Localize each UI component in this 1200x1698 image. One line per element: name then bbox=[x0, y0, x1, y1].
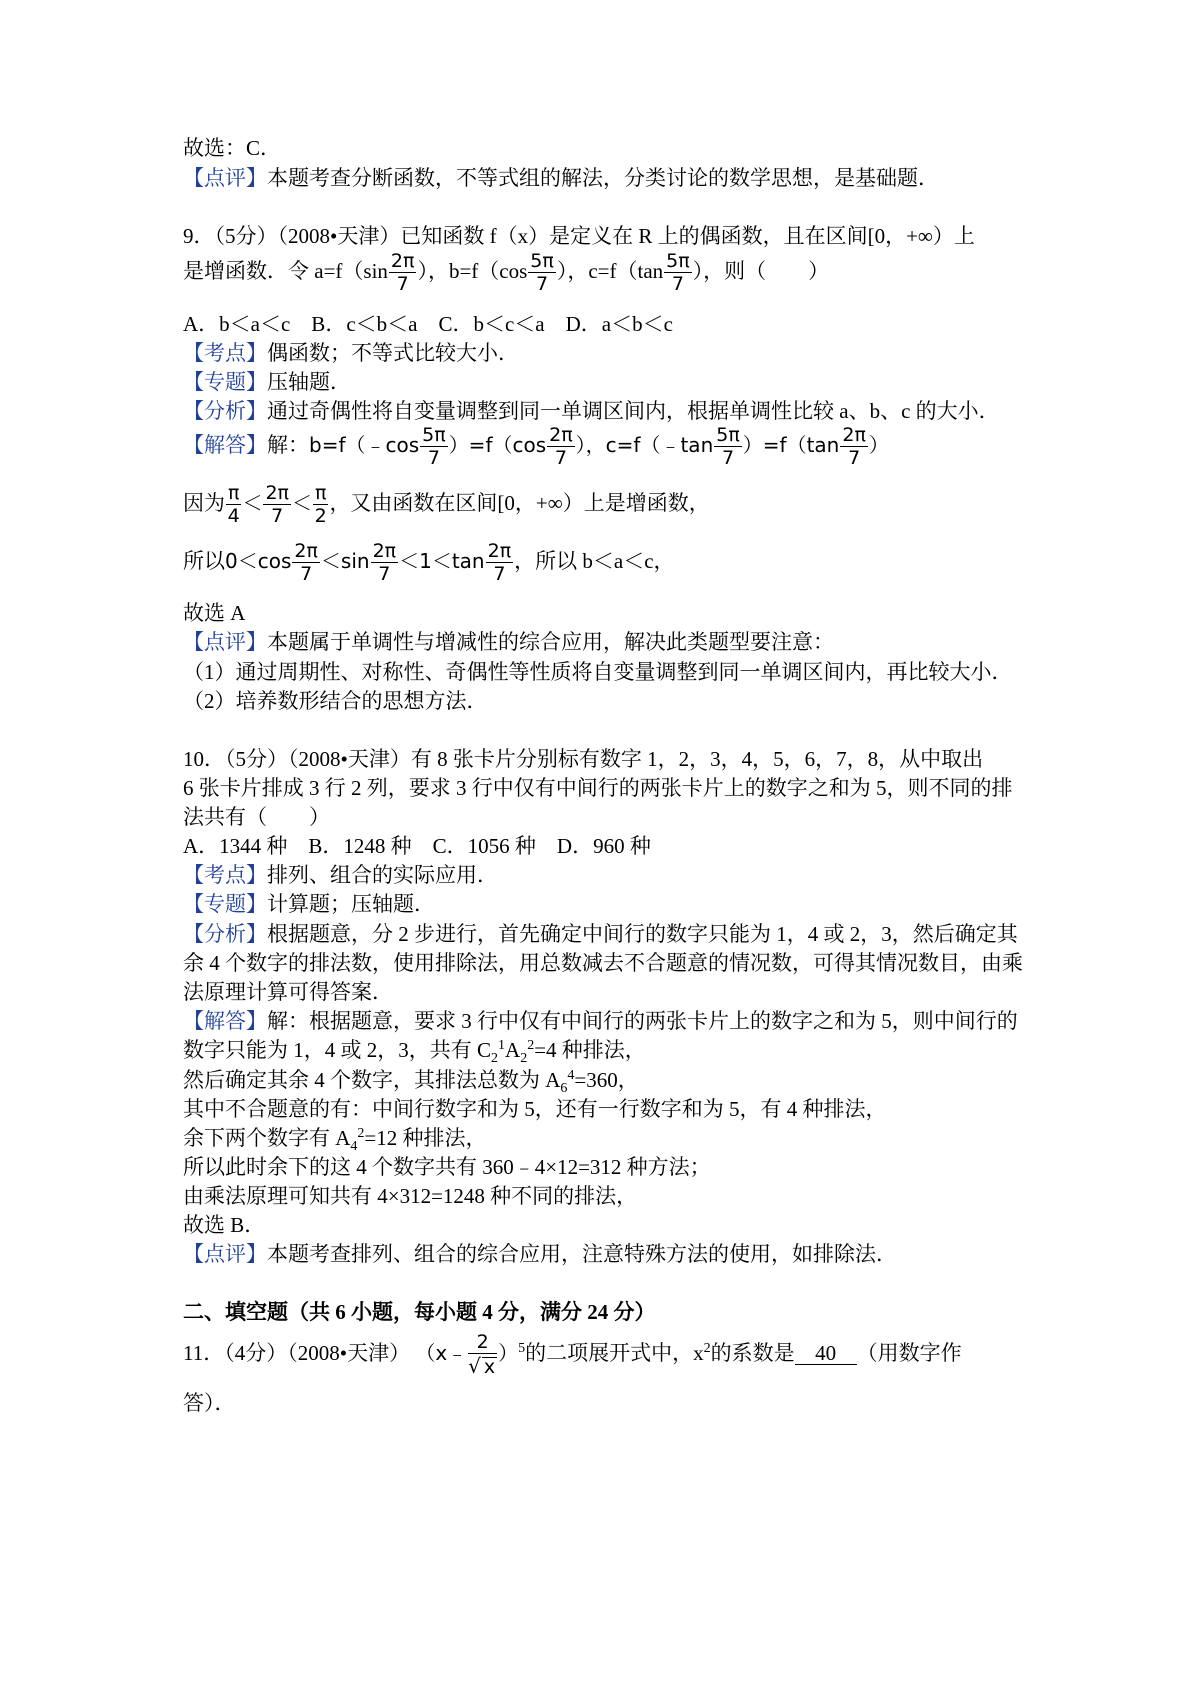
q9-knowledge-point: 【考点】偶函数；不等式比较大小． bbox=[183, 341, 519, 365]
q11-stem-line2: 答）． bbox=[183, 1391, 236, 1415]
q9-conclusion: 故选 A bbox=[183, 601, 246, 625]
review-tag: 【点评】 bbox=[183, 166, 267, 190]
q9-analysis: 【分析】通过奇偶性将自变量调整到同一单调区间内，根据单调性比较 a、b、c 的大小． bbox=[183, 399, 1000, 423]
q10-solution-line7: 由乘法原理可知共有 4×312=1248 种不同的排法， bbox=[183, 1184, 638, 1208]
section-heading: 二、填空题（共 6 小题，每小题 4 分，满分 24 分） bbox=[183, 1300, 656, 1324]
q9-review: 【点评】本题属于单调性与增减性的综合应用，解决此类题型要注意： bbox=[183, 630, 834, 654]
fraction: $\frac{5\pi}{7}$ bbox=[666, 250, 690, 295]
q10-stem-line1: 10．（5分）（2008•天津）有 8 张卡片分别标有数字 1，2，3，4，5，6，7，8，从中取出 bbox=[183, 747, 984, 771]
q9-stem-line2: 是增函数．令 a=f（sin $\frac{2\pi}{7}$ ），b=f（cos $\frac{5\pi}{7}$ ），c=f（tan $\frac{5\pi}{7}$ ），则（ ） bbox=[183, 250, 830, 295]
answer-blank: 40 bbox=[795, 1342, 857, 1365]
q10-options: A．1344 种 B．1248 种 C．1056 种 D．960 种 bbox=[183, 834, 651, 858]
q10-stem-line3: 法共有（ ） bbox=[183, 805, 330, 829]
q10-solution-line4: 其中不合题意的有：中间行数字和为 5，还有一行数字和为 5，有 4 种排法， bbox=[183, 1097, 887, 1121]
q10-analysis-line2: 余 4 个数字的排法数，使用排除法，用总数减去不合题意的情况数，可得其情况数目，由乘 bbox=[183, 951, 1023, 975]
q9-review-point2: （2）培养数形结合的思想方法． bbox=[183, 689, 488, 713]
q9-solution-line2: 因为 $\frac{\pi}{4}$ ＜ $\frac{2\pi}{7}$ ＜ $\frac{\pi}{2}$ ，又由函数在区间[0，+∞）上是增函数， bbox=[183, 482, 710, 527]
q10-solution-line3: 然后确定其余 4 个数字，其排法总数为 $A_6^4=360$， bbox=[183, 1068, 639, 1097]
q10-topic: 【专题】计算题；压轴题． bbox=[183, 892, 435, 916]
q10-solution-line6: 所以此时余下的这 4 个数字共有 360﹣4×12=312 种方法； bbox=[183, 1155, 711, 1179]
q10-knowledge-point: 【考点】排列、组合的实际应用． bbox=[183, 863, 498, 887]
q10-stem-line2: 6 张卡片排成 3 行 2 列，要求 3 行中仅有中间行的两张卡片上的数字之和为 5，则不同的排 bbox=[183, 776, 1013, 800]
q9-topic: 【专题】压轴题． bbox=[183, 370, 351, 394]
fraction: $\frac{2}{√ x}$ bbox=[468, 1331, 496, 1378]
review-line: 【点评】本题考查分断函数，不等式组的解法，分类讨论的数学思想，是基础题． bbox=[183, 166, 939, 190]
q11-stem-line1: 11．（4分）（2008•天津） （x﹣ $\frac{2}{√ x}$ ）$^5$的二项展开式中，$x^2$的系数是 40 （用数字作 bbox=[183, 1331, 962, 1378]
q10-solution-line5: 余下两个数字有 $A_4^2=12$ 种排法， bbox=[183, 1126, 487, 1155]
answer-choice-line: 故选：C． bbox=[183, 136, 282, 160]
q10-analysis-line3: 法原理计算可得答案． bbox=[183, 980, 393, 1004]
q10-conclusion: 故选 B． bbox=[183, 1213, 266, 1237]
fraction: $\frac{5\pi}{7}$ bbox=[530, 250, 554, 295]
q10-solution-line2: 数字只能为 1，4 或 2，3，共有 $C_2^1A_2^2=4$ 种排法， bbox=[183, 1038, 646, 1067]
q9-options: A．b＜a＜c B．c＜b＜a C．b＜c＜a D．a＜b＜c bbox=[183, 312, 673, 336]
q9-solution-line1: 【解答】解：b=f（﹣cos $\frac{5\pi}{7}$ ）=f（cos $\frac{2\pi}{7}$ ），c=f（﹣tan $\frac{5\pi}{7}$ ）=f（tan $\frac{2\pi}{7}$ ） bbox=[183, 424, 889, 469]
fraction: $\frac{2\pi}{7}$ bbox=[390, 250, 415, 295]
q10-analysis-line1: 【分析】根据题意，分 2 步进行，首先确定中间行的数字只能为 1，4 或 2，3，然后确定其 bbox=[183, 922, 1018, 946]
q10-solution-line1: 【解答】解：根据题意，要求 3 行中仅有中间行的两张卡片上的数字之和为 5，则中间行的 bbox=[183, 1009, 1018, 1033]
q10-review: 【点评】本题考查排列、组合的综合应用，注意特殊方法的使用，如排除法． bbox=[183, 1242, 897, 1266]
q9-stem-line1: 9．（5分）（2008•天津）已知函数 f（x）是定义在 R 上的偶函数，且在区间[0，+∞）上 bbox=[183, 224, 975, 248]
q9-solution-line3: 所以0＜cos $\frac{2\pi}{7}$ ＜sin $\frac{2\pi}{7}$ ＜1＜tan $\frac{2\pi}{7}$ ，所以 b＜a＜c， bbox=[183, 540, 675, 585]
q9-review-point1: （1）通过周期性、对称性、奇偶性等性质将自变量调整到同一单调区间内，再比较大小． bbox=[183, 660, 1013, 684]
